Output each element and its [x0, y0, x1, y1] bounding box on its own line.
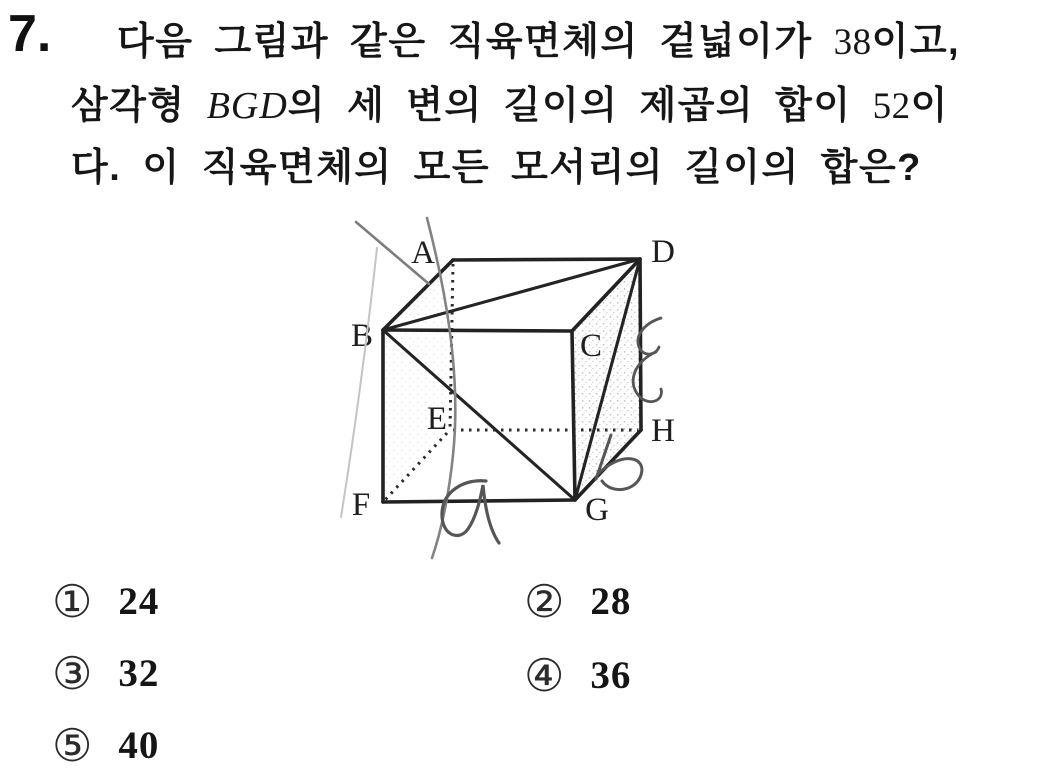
cuboid-figure	[300, 205, 700, 570]
label-G: G	[585, 492, 609, 528]
question-line1-text: 다음 그림과 같은 직육면체의 겉넓이가	[117, 21, 834, 63]
choice-3[interactable]	[52, 646, 160, 700]
choice-4-value: 36	[590, 653, 632, 697]
choice-1-circled-number: ①	[52, 574, 93, 628]
question-line1-suffix: 이고,	[871, 21, 961, 63]
question-line2-mid: 의 세 변의 길이의 제곱의 합이	[287, 85, 873, 127]
question-line-2	[71, 86, 949, 128]
label-E: E	[426, 401, 448, 437]
choice-3-circled-number: ③	[52, 646, 93, 700]
choice-2[interactable]	[524, 574, 632, 628]
label-H: H	[651, 413, 675, 449]
choice-1[interactable]	[52, 574, 160, 628]
label-A: A	[411, 235, 435, 271]
question-line-1	[117, 22, 960, 64]
question-line2-suffix: 이	[910, 85, 949, 127]
triangle-name: BGD	[206, 85, 288, 127]
label-C: C	[579, 328, 603, 364]
pen-letter-a	[442, 481, 499, 543]
question-line2-text: 삼각형	[71, 85, 207, 127]
choice-5-circled-number: ⑤	[52, 718, 93, 772]
edge-DH	[640, 259, 641, 430]
pencil-faint-stroke	[341, 248, 377, 517]
choice-4-circled-number: ④	[524, 648, 565, 702]
edge-BC	[383, 330, 572, 331]
choice-2-circled-number: ②	[524, 574, 565, 628]
label-F: F	[351, 487, 371, 523]
choice-1-value: 24	[118, 579, 160, 623]
surface-area-value: 38	[833, 22, 872, 63]
choice-2-value: 28	[590, 579, 632, 623]
question-line-3: 다. 이 직육면체의 모든 모서리의 길이의 합은?	[71, 147, 922, 189]
choice-5-value: 40	[118, 723, 160, 767]
squares-sum-value: 52	[872, 86, 911, 127]
label-B: B	[350, 318, 374, 354]
choice-5[interactable]	[52, 718, 160, 772]
question-number: 7.	[8, 5, 52, 63]
choice-3-value: 32	[118, 651, 160, 695]
edge-AD	[453, 259, 640, 260]
label-D: D	[651, 234, 675, 270]
choice-4[interactable]	[524, 648, 632, 702]
